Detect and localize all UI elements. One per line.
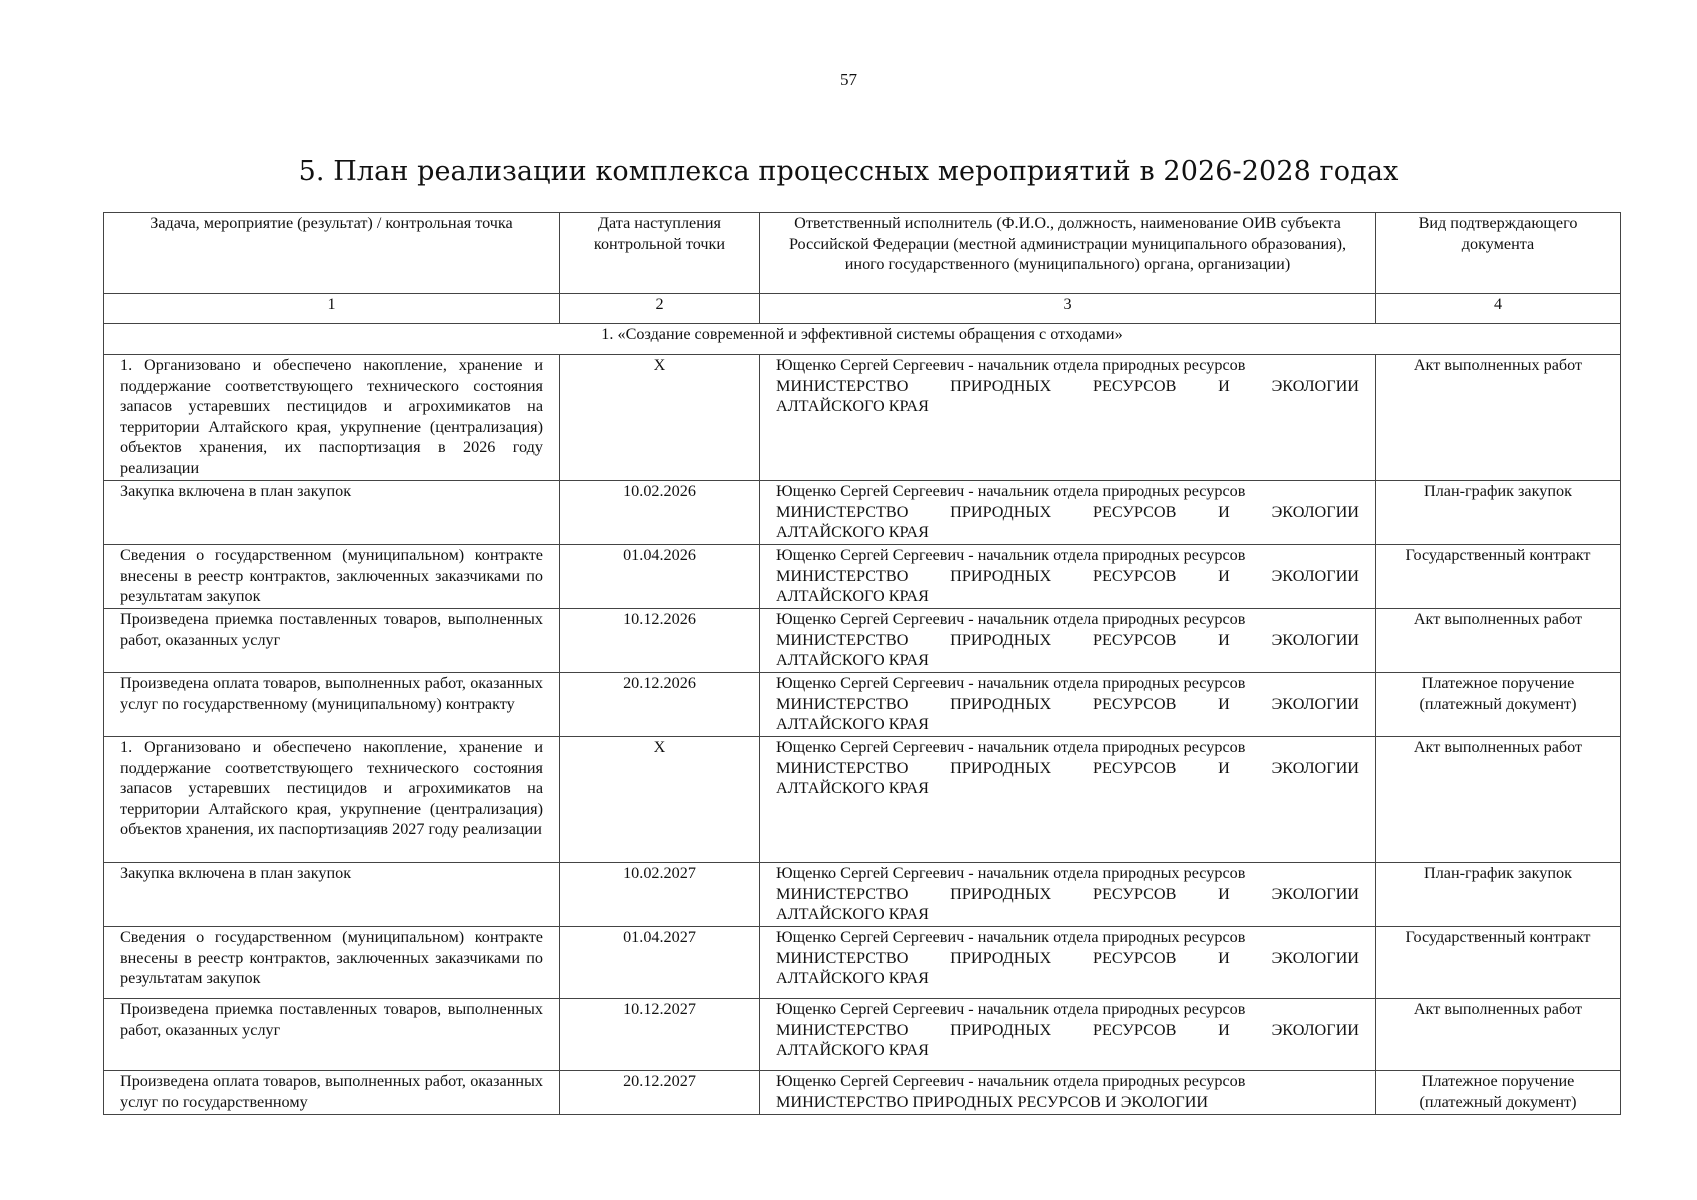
responsible-org-region: АЛТАЙСКОГО КРАЯ [776,397,929,416]
page-title: 5. План реализации комплекса процессных мероприятий в 2026-2028 годах [298,156,1399,187]
responsible-name: Ющенко Сергей Сергеевич - начальник отдела природных ресурсов [776,482,1246,500]
document-cell: План-график закупок [1376,863,1621,927]
document-cell: Государственный контракт [1376,545,1621,609]
column-number: 4 [1376,294,1621,324]
table-row [104,355,1621,481]
document-cell: Платежное поручение (платежный документ) [1376,673,1621,737]
responsible-cell [760,737,1376,863]
responsible-org: МИНИСТЕРСТВО ПРИРОДНЫХ РЕСУРСОВ И ЭКОЛОГИИ [776,566,1359,585]
task-cell: Закупка включена в план закупок [104,481,560,545]
responsible-name: Ющенко Сергей Сергеевич - начальник отдела природных ресурсов [776,738,1246,756]
responsible-org-region: АЛТАЙСКОГО КРАЯ [776,969,929,988]
task-cell: 1. Организовано и обеспечено накопление, хранение и поддержание соответствующего технического состояния запасов устаревших пестицидов и агрохимикатов на территории Алтайского края, укрупнение (централизация) объектов хранения, их паспортизацияв 2027 году реализации [104,737,560,863]
table-header-row [104,213,1621,294]
document-cell: Акт выполненных работ [1376,355,1621,481]
table-row [104,609,1621,673]
table-row [104,999,1621,1071]
column-number: 2 [560,294,760,324]
responsible-cell [760,1071,1376,1115]
responsible-org: МИНИСТЕРСТВО ПРИРОДНЫХ РЕСУРСОВ И ЭКОЛОГИИ [776,1020,1359,1039]
header-task: Задача, мероприятие (результат) / контрольная точка [104,213,560,294]
date-cell: X [560,355,760,481]
table-row [104,481,1621,545]
responsible-cell [760,355,1376,481]
responsible-org: МИНИСТЕРСТВО ПРИРОДНЫХ РЕСУРСОВ И ЭКОЛОГИИ [776,502,1359,521]
date-cell: 20.12.2026 [560,673,760,737]
task-cell: Сведения о государственном (муниципальном) контракте внесены в реестр контрактов, заключенных заказчиками по результатам закупок [104,927,560,999]
responsible-cell [760,545,1376,609]
responsible-name: Ющенко Сергей Сергеевич - начальник отдела природных ресурсов [776,1072,1246,1090]
task-cell: Произведена приемка поставленных товаров, выполненных работ, оказанных услуг [104,609,560,673]
date-cell: 10.12.2026 [560,609,760,673]
task-cell: Сведения о государственном (муниципальном) контракте внесены в реестр контрактов, заключенных заказчиками по результатам закупок [104,545,560,609]
responsible-name: Ющенко Сергей Сергеевич - начальник отдела природных ресурсов [776,674,1246,692]
responsible-org: МИНИСТЕРСТВО ПРИРОДНЫХ РЕСУРСОВ И ЭКОЛОГИИ [776,1092,1209,1111]
task-cell: Произведена оплата товаров, выполненных работ, оказанных услуг по государственному (муниципальному) контракту [104,673,560,737]
date-cell: 10.12.2027 [560,999,760,1071]
responsible-name: Ющенко Сергей Сергеевич - начальник отдела природных ресурсов [776,546,1246,564]
date-cell: 20.12.2027 [560,1071,760,1115]
task-cell: Закупка включена в план закупок [104,863,560,927]
column-number: 3 [760,294,1376,324]
plan-table [103,212,1621,1115]
responsible-org-region: АЛТАЙСКОГО КРАЯ [776,651,929,670]
header-document: Вид подтверждающего документа [1376,213,1621,294]
document-cell: Акт выполненных работ [1376,737,1621,863]
column-number-row [104,294,1621,324]
responsible-cell [760,863,1376,927]
responsible-org-region: АЛТАЙСКОГО КРАЯ [776,1041,929,1060]
table-row [104,863,1621,927]
table-row [104,737,1621,863]
responsible-name: Ющенко Сергей Сергеевич - начальник отдела природных ресурсов [776,356,1246,374]
responsible-org-region: АЛТАЙСКОГО КРАЯ [776,715,929,734]
header-date: Дата наступления контрольной точки [560,213,760,294]
responsible-cell [760,927,1376,999]
date-cell: X [560,737,760,863]
responsible-org-region: АЛТАЙСКОГО КРАЯ [776,779,929,798]
responsible-cell [760,999,1376,1071]
document-cell: Акт выполненных работ [1376,999,1621,1071]
page-number: 57 [840,70,857,89]
responsible-name: Ющенко Сергей Сергеевич - начальник отдела природных ресурсов [776,1000,1246,1018]
table-row [104,1071,1621,1115]
date-cell: 10.02.2027 [560,863,760,927]
responsible-org: МИНИСТЕРСТВО ПРИРОДНЫХ РЕСУРСОВ И ЭКОЛОГИИ [776,694,1359,713]
header-responsible: Ответственный исполнитель (Ф.И.О., должность, наименование ОИВ субъекта Российской Федерации (местной администрации муниципального образования), иного государственного (муниципального) органа, организации) [760,213,1376,294]
responsible-org-region: АЛТАЙСКОГО КРАЯ [776,587,929,606]
document-cell: Платежное поручение (платежный документ) [1376,1071,1621,1115]
section-row [104,324,1621,355]
section-title: 1. «Создание современной и эффективной системы обращения с отходами» [104,324,1621,355]
responsible-org: МИНИСТЕРСТВО ПРИРОДНЫХ РЕСУРСОВ И ЭКОЛОГИИ [776,630,1359,649]
responsible-name: Ющенко Сергей Сергеевич - начальник отдела природных ресурсов [776,928,1246,946]
table-row [104,545,1621,609]
responsible-org: МИНИСТЕРСТВО ПРИРОДНЫХ РЕСУРСОВ И ЭКОЛОГИИ [776,884,1359,903]
responsible-name: Ющенко Сергей Сергеевич - начальник отдела природных ресурсов [776,610,1246,628]
task-cell: Произведена приемка поставленных товаров, выполненных работ, оказанных услуг [104,999,560,1071]
document-cell: Государственный контракт [1376,927,1621,999]
responsible-org: МИНИСТЕРСТВО ПРИРОДНЫХ РЕСУРСОВ И ЭКОЛОГИИ [776,948,1359,967]
responsible-cell [760,481,1376,545]
responsible-org-region: АЛТАЙСКОГО КРАЯ [776,523,929,542]
document-cell: План-график закупок [1376,481,1621,545]
date-cell: 01.04.2026 [560,545,760,609]
task-cell: Произведена оплата товаров, выполненных работ, оказанных услуг по государственному [104,1071,560,1115]
task-cell: 1. Организовано и обеспечено накопление, хранение и поддержание соответствующего технического состояния запасов устаревших пестицидов и агрохимикатов на территории Алтайского края, укрупнение (централизация) объектов хранения, их паспортизация в 2026 году реализации [104,355,560,481]
table-row [104,673,1621,737]
responsible-cell [760,609,1376,673]
responsible-cell [760,673,1376,737]
responsible-org: МИНИСТЕРСТВО ПРИРОДНЫХ РЕСУРСОВ И ЭКОЛОГИИ [776,758,1359,777]
date-cell: 10.02.2026 [560,481,760,545]
responsible-name: Ющенко Сергей Сергеевич - начальник отдела природных ресурсов [776,864,1246,882]
document-cell: Акт выполненных работ [1376,609,1621,673]
responsible-org: МИНИСТЕРСТВО ПРИРОДНЫХ РЕСУРСОВ И ЭКОЛОГИИ [776,376,1359,395]
table-row [104,927,1621,999]
column-number: 1 [104,294,560,324]
date-cell: 01.04.2027 [560,927,760,999]
responsible-org-region: АЛТАЙСКОГО КРАЯ [776,905,929,924]
